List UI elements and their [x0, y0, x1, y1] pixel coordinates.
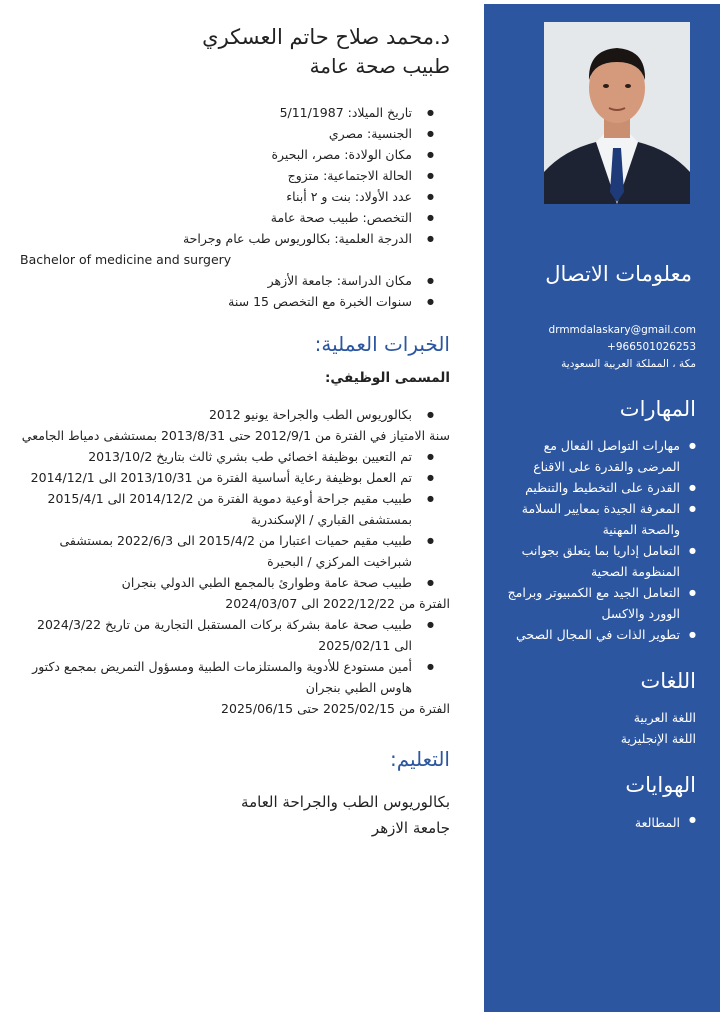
skill-item: ● التعامل الجيد مع الكمبيوتر وبرامج الوورد والاكسل — [504, 582, 696, 624]
education-block — [20, 789, 450, 841]
nationality: ● الجنسية: مصري — [20, 123, 434, 144]
experience-item: الفترة من 2022/12/22 الى 2024/03/07 — [225, 596, 450, 611]
phone-number: +966501026253 — [607, 341, 696, 353]
education-university: جامعة الازهر — [371, 819, 450, 837]
person-title: طبيب صحة عامة — [309, 54, 450, 78]
profile-photo — [544, 22, 690, 204]
specialty: ● التخصص: طبيب صحة عامة — [20, 207, 434, 228]
skill-item: ● المعرفة الجيدة بمعايير السلامة والصحة المهنية — [504, 498, 696, 540]
academic-degree-english: Bachelor of medicine and surgery — [20, 252, 232, 267]
languages-heading: اللغات — [640, 669, 696, 693]
experience-list — [20, 404, 450, 719]
experience-item: ● بكالوريوس الطب والجراحة يونيو 2012 — [20, 404, 434, 425]
birth-date: ● تاريخ الميلاد: 5/11/1987 — [20, 102, 434, 123]
skill-item: ● القدرة على التخطيط والتنظيم — [504, 477, 696, 498]
skill-item: ● تطوير الذات في المجال الصحي — [504, 624, 696, 645]
job-title-label: المسمى الوظيفي: — [324, 370, 450, 386]
experience-item: سنة الامتياز في الفترة من 2012/9/1 حتى 2013/8/31 بمستشفى دمياط الجامعي — [21, 428, 450, 443]
experience-item: ● طبيب صحة عامة بشركة بركات المستقبل التجارية من تاريخ 2024/3/22 الى 2025/02/11 — [20, 614, 434, 656]
experience-item: ● تم التعيين بوظيفة اخصائي طب بشري ثالث بتاريخ 2013/10/2 — [20, 446, 434, 467]
experience-item: ● تم العمل بوظيفة رعاية أساسية الفترة من 2013/10/31 الى 2014/12/1 — [20, 467, 434, 488]
study-place: ● مكان الدراسة: جامعة الأزهر — [20, 270, 434, 291]
skill-item: ● التعامل إداريا بما يتعلق بجوانب المنظومة الصحية — [504, 540, 696, 582]
education-degree: بكالوريوس الطب والجراحة العامة — [241, 793, 450, 811]
education-heading: التعليم: — [389, 747, 450, 771]
main-content — [20, 22, 450, 841]
hobbies-heading: الهوايات — [625, 773, 696, 797]
sidebar — [484, 4, 720, 1012]
academic-degree: ● الدرجة العلمية: بكالوريوس طب عام وجراحة — [20, 228, 434, 249]
skill-item: ● مهارات التواصل الفعال مع المرضى والقدرة على الاقناع — [504, 435, 696, 477]
experience-heading: الخبرات العملية: — [314, 332, 450, 356]
language-item: اللغة الإنجليزية — [620, 731, 696, 746]
experience-item: ● طبيب مقيم حميات اعتبارا من 2015/4/2 الى 2022/6/3 بمستشفى شبراخيت المركزي / البحيرة — [20, 530, 434, 572]
skills-list — [504, 435, 696, 645]
skills-heading: المهارات — [619, 397, 696, 421]
address: مكة ، المملكة العربية السعودية — [561, 358, 696, 370]
experience-item: الفترة من 2025/02/15 حتى 2025/06/15 — [221, 701, 450, 716]
experience-item: ● أمين مستودع للأدوية والمستلزمات الطبية ومسؤول التمريض بمجمع دكتور هاوس الطبي بنجران — [20, 656, 434, 698]
birthplace: ● مكان الولادة: مصر، البحيرة — [20, 144, 434, 165]
hobby-item: ● المطالعة — [504, 815, 696, 830]
experience-item: ● طبيب صحة عامة وطوارئ بالمجمع الطبي الدولي بنجران — [20, 572, 434, 593]
language-item: اللغة العربية — [633, 710, 696, 725]
children-count: ● عدد الأولاد: بنت و ٢ أبناء — [20, 186, 434, 207]
languages-list — [504, 707, 696, 749]
contact-info — [504, 322, 696, 373]
hobbies-list — [504, 815, 696, 830]
personal-info-list — [20, 102, 434, 312]
person-name: د.محمد صلاح حاتم العسكري — [202, 25, 450, 49]
email-link[interactable]: drmmdalaskary@gmail.com — [548, 324, 696, 336]
experience-years: ● سنوات الخبرة مع التخصص 15 سنة — [20, 291, 434, 312]
marital-status: ● الحالة الاجتماعية: متزوج — [20, 165, 434, 186]
experience-item: ● طبيب مقيم جراحة أوعية دموية الفترة من 2014/12/2 الى 2015/4/1 بمستشفى القباري / الإسكندرية — [20, 488, 434, 530]
contact-heading: معلومات الاتصال — [545, 262, 692, 286]
